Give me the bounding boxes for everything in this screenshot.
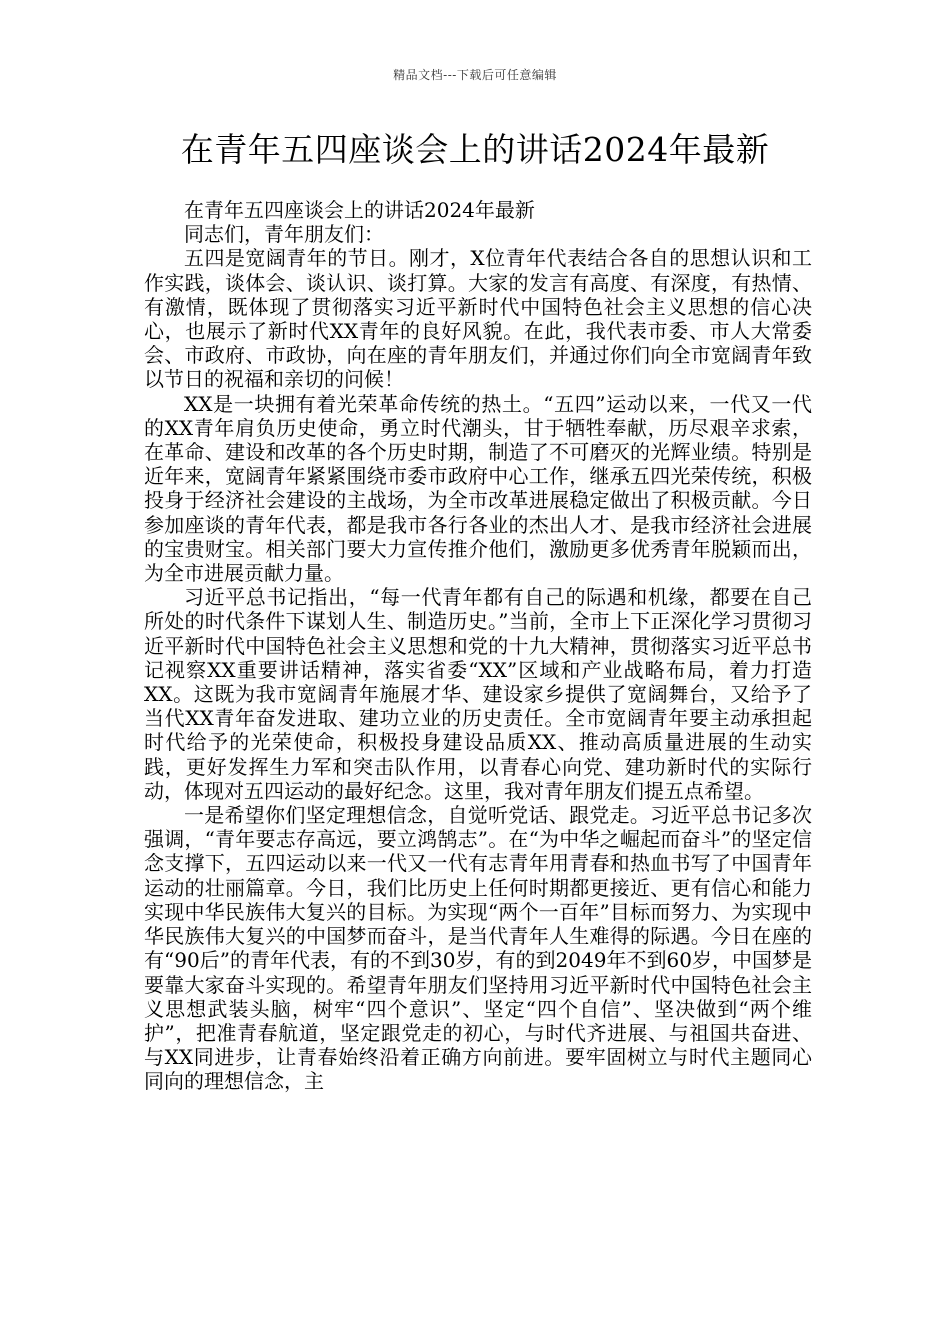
paragraph: 一是希望你们坚定理想信念，自觉听党话、跟党走。习近平总书记多次强调，“青年要志存高远，要立鸿鹄志”。在“为中华之崛起而奋斗”的坚定信念支撑下，五四运动以来一代又一代有志青年用青春和热血书写了中国青年运动的壮丽篇章。今日，我们比历史上任何时期都更接近、更有信心和能力实现中华民族伟大复兴的目标。为实现“两个一百年”目标而努力、为实现中华民族伟大复兴的中国梦而奋斗，是当代青年人生难得的际遇。今日在座的有“90后”的青年代表，有的不到30岁，有的到2049年不到60岁，中国梦是要靠大家奋斗实现的。希望青年朋友们坚持用习近平新时代中国特色社会主义思想武装头脑，树牢“四个意识”、坚定“四个自信”、坚决做到“两个维护”，把准青春航道，坚定跟党走的初心，与时代齐进展、与祖国共奋进、与XX同进步，让青春始终沿着正确方向前进。要牢固树立与时代主题同心同向的理想信念，主 (144, 803, 812, 1094)
header-note: 精品文档---下载后可任意编辑 (393, 68, 557, 82)
paragraph-subtitle: 在青年五四座谈会上的讲话2024年最新 (184, 198, 535, 222)
paragraph: 习近平总书记指出，“每一代青年都有自己的际遇和机缘，都要在自己所处的时代条件下谋划人生、制造历史。”当前，全市上下正深化学习贯彻习近平新时代中国特色社会主义思想和党的十九大精神，贯彻落实习近平总书记视察XX重要讲话精神，落实省委“XX”区域和产业战略布局，着力打造XX。这既为我市宽阔青年施展才华、建设家乡提供了宽阔舞台，又给予了当代XX青年奋发进取、建功立业的历史责任。全市宽阔青年要主动承担起时代给予的光荣使命，积极投身建设品质XX、推动高质量进展的生动实践，更好发挥生力军和突击队作用，以青春心向党、建功新时代的实际行动，体现对五四运动的最好纪念。这里，我对青年朋友们提五点希望。 (144, 585, 812, 803)
paragraph-greeting: 同志们，青年朋友们： (184, 222, 384, 247)
document-body (144, 198, 812, 1094)
document-title: 在青年五四座谈会上的讲话2024年最新 (180, 130, 770, 169)
paragraph: 五四是宽阔青年的节日。刚才，X位青年代表结合各自的思想认识和工作实践，谈体会、谈认识、谈打算。大家的发言有高度、有深度，有热情、有激情，既体现了贯彻落实习近平新时代中国特色社会主义思想的信心决心，也展示了新时代XX青年的良好风貌。在此，我代表市委、市人大常委会、市政府、市政协，向在座的青年朋友们，并通过你们向全市宽阔青年致以节日的祝福和亲切的问候！ (144, 246, 812, 392)
paragraph: XX是一块拥有着光荣革命传统的热土。“五四”运动以来，一代又一代的XX青年肩负历史使命，勇立时代潮头，甘于牺牲奉献，历尽艰辛求索，在革命、建设和改革的各个历史时期，制造了不可磨灭的光辉业绩。特别是近年来，宽阔青年紧紧围绕市委市政府中心工作，继承五四光荣传统，积极投身于经济社会建设的主战场，为全市改革进展稳定做出了积极贡献。今日参加座谈的青年代表，都是我市各行各业的杰出人才、是我市经济社会进展的宝贵财宝。相关部门要大力宣传推介他们，激励更多优秀青年脱颖而出，为全市进展贡献力量。 (144, 391, 812, 586)
